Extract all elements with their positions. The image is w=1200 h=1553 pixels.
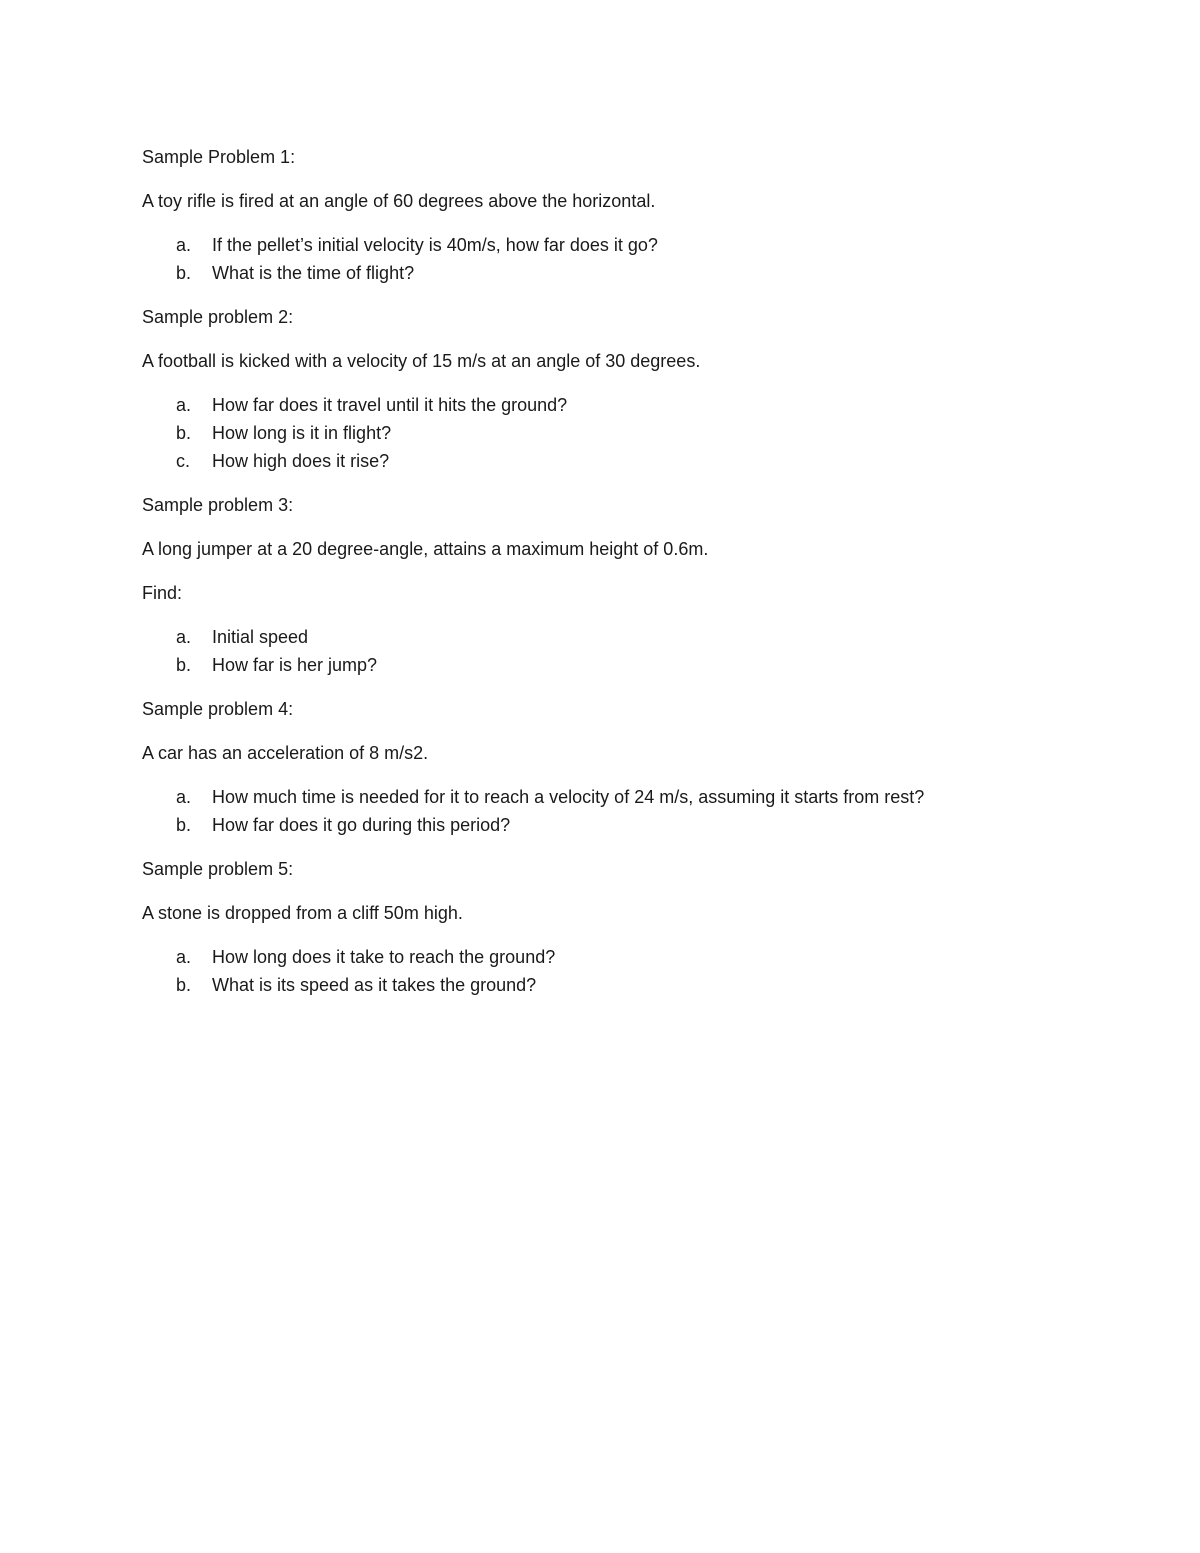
question-text: What is its speed as it takes the ground? <box>212 975 537 995</box>
problem-statement: A stone is dropped from a cliff 50m high. <box>142 903 463 923</box>
problem-heading: Sample problem 3: <box>142 495 294 515</box>
question-marker: a. <box>176 947 192 967</box>
problem-heading: Sample problem 2: <box>142 307 294 327</box>
question-item <box>142 391 1102 419</box>
question-list <box>142 231 1102 287</box>
question-text: How far does it go during this period? <box>212 815 511 835</box>
question-text: What is the time of flight? <box>212 263 415 283</box>
question-item <box>142 623 1102 651</box>
question-list <box>142 783 1102 839</box>
problem-heading: Sample problem 5: <box>142 859 294 879</box>
find-label: Find: <box>142 583 183 603</box>
sample-problem-2 <box>142 303 1102 475</box>
question-marker: a. <box>176 787 192 807</box>
question-text: How long is it in flight? <box>212 423 392 443</box>
question-item <box>142 419 1102 447</box>
problem-statement: A toy rifle is fired at an angle of 60 degrees above the horizontal. <box>142 191 656 211</box>
question-marker: b. <box>176 263 192 283</box>
question-marker: a. <box>176 627 192 647</box>
sample-problem-4 <box>142 695 1102 839</box>
question-text: How high does it rise? <box>212 451 390 471</box>
problem-statement: A car has an acceleration of 8 m/s2. <box>142 743 429 763</box>
question-marker: b. <box>176 655 192 675</box>
sample-problem-1 <box>142 143 1102 287</box>
question-list <box>142 943 1102 999</box>
question-text: If the pellet’s initial velocity is 40m/s, how far does it go? <box>212 235 658 255</box>
question-item <box>142 447 1102 475</box>
question-text: How much time is needed for it to reach a velocity of 24 m/s, assuming it starts from rest? <box>212 787 925 807</box>
question-item <box>142 943 1102 971</box>
question-marker: b. <box>176 815 192 835</box>
question-marker: b. <box>176 423 192 443</box>
question-item <box>142 259 1102 287</box>
question-item <box>142 231 1102 259</box>
problem-statement: A football is kicked with a velocity of 15 m/s at an angle of 30 degrees. <box>142 351 701 371</box>
question-marker: c. <box>176 451 191 471</box>
question-item <box>142 651 1102 679</box>
problem-heading: Sample Problem 1: <box>142 147 296 167</box>
problem-statement: A long jumper at a 20 degree-angle, attains a maximum height of 0.6m. <box>142 539 709 559</box>
problem-heading: Sample problem 4: <box>142 699 294 719</box>
question-item <box>142 811 1102 839</box>
document-body <box>142 143 1102 1015</box>
sample-problem-5 <box>142 855 1102 999</box>
question-text: Initial speed <box>212 627 309 647</box>
sample-problem-3 <box>142 491 1102 679</box>
question-item <box>142 971 1102 999</box>
question-marker: a. <box>176 235 192 255</box>
question-text: How long does it take to reach the ground? <box>212 947 556 967</box>
question-item <box>142 783 1102 811</box>
question-marker: a. <box>176 395 192 415</box>
question-marker: b. <box>176 975 192 995</box>
question-text: How far is her jump? <box>212 655 378 675</box>
question-list <box>142 391 1102 475</box>
question-list <box>142 623 1102 679</box>
question-text: How far does it travel until it hits the ground? <box>212 395 568 415</box>
